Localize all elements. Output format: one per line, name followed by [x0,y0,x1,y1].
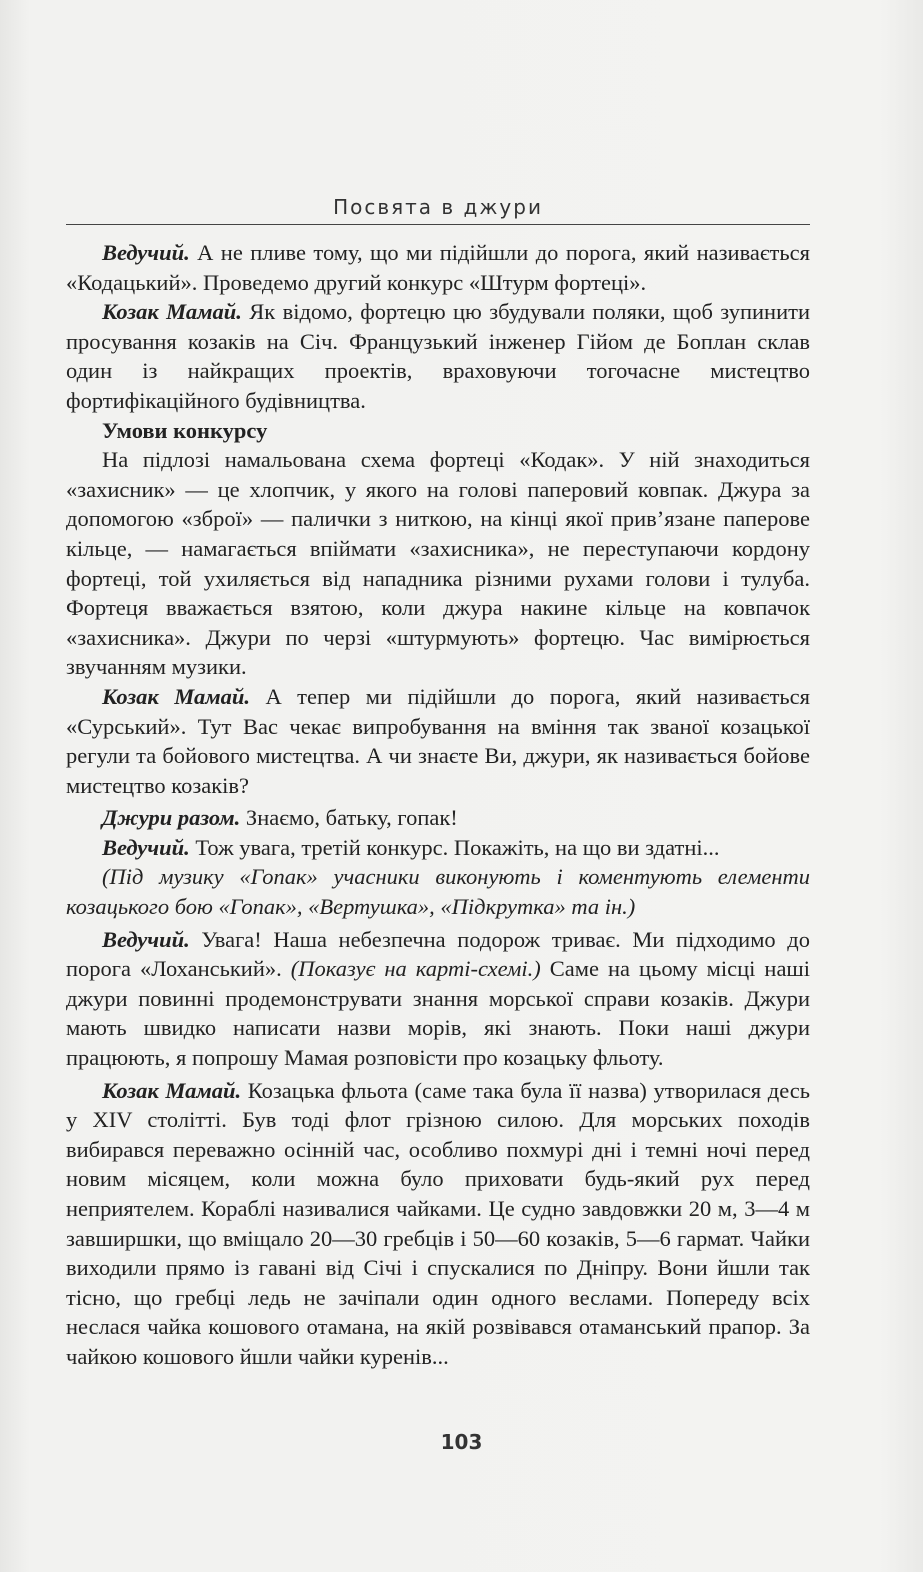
speaker-label: Козак Мамай. [102,1077,242,1103]
speaker-label: Ведучий. [102,240,190,265]
paragraph-text-continued: Саме на цьому місці наші джури повинні продемонструвати знання морської справи козаків. Джури мають швидко написати назви морів, які знають. Поки наші джури працюють, я попрошу Мамая розповісти про козацьку фльоту. [66,956,811,1071]
stage-direction [66,862,810,921]
speaker-label: Джури разом. [102,805,241,831]
paragraph [66,833,810,863]
paragraph [66,1076,810,1372]
paragraph-text: Як відомо, фортецю цю збудували поляки, щоб зупинити просування козаків на Січ. Французький інженер Гійом де Боплан склав один із найкращих проектів, враховуючи тогочасне мистецтво фортифікаційного будівництва. [66,299,811,413]
section-heading [66,416,810,446]
header-rule [66,224,810,225]
stage-direction-text: (Під музику «Гопак» учасники виконують і коментують елементи козацького бою «Гопак», «Вертушка», «Підкрутка» та ін.) [66,864,810,920]
paragraph [66,238,810,297]
paragraph-text: А тепер ми підійшли до порога, який називається «Сурський». Тут Вас чекає випробування на вміння так званої козацької регули та бойового мистецтва. А чи знаєте Ви, джури, як називається бойове мистецтво козаків? [66,683,810,798]
paragraph-text: На підлозі намальована схема фортеці «Кодак». У ній знаходиться «захисник» — це хлопчик, у якого на голові паперовий ковпак. Джура за допомогою «зброї» — палички з ниткою, на кінці якої прив’язане паперове кільце, — намагається впіймати «захисника», не переступаючи кордону фортеці, той ухиляється від нападника різними рухами голови і тулуба. Фортеця вважається взятою, коли джура накине кільце на ковпачок «захисника». Джури по черзі «штурмують» фортецю. Час вимірюється звучанням музики. [66,447,810,680]
paragraph-text: Тож увага, третій конкурс. Покажіть, на що ви здатні... [189,834,720,860]
running-head: Посвята в джури [333,195,543,219]
section-heading-text: Умови конкурсу [102,417,268,443]
paragraph [66,803,810,833]
paragraph-text: Увага! Наша небезпечна подорож триває. Ми підходимо до порога «Лоханський». [66,926,810,982]
paragraph [66,297,810,415]
speaker-label: Ведучий. [102,834,190,860]
paragraph [66,682,810,800]
speaker-label: Ведучий. [102,926,190,952]
speaker-label: Козак Мамай. [102,299,242,325]
paragraph [66,445,810,682]
body-text [66,238,810,1372]
paragraph [66,925,810,1073]
paragraph-text: Козацька фльота (саме така була її назва) утворилася десь у XIV столітті. Був тоді флот грізною силою. Для морських походів вибирався переважно осінній час, особливо похмурі дні і темні ночі перед новим місяцем, коли можна було приховати будь-який рух перед неприятелем. Кораблі називалися чайками. Це судно завдовжки 20 м, 3—4 м завширшки, що вміщало 20—30 гребців і 50—60 козаків, 5—6 гармат. Чайки виходили прямо із гавані від Січі і спускалися по Дніпру. Вони йшли так тісно, що гребці ледь не зачіпали один одного веслами. Попереду всіх неслася чайка кошового отамана, на якій розвівався отаманський прапор. За чайкою кошового йшли чайки куренів... [66,1077,810,1369]
speaker-label: Козак Мамай. [102,683,250,709]
page-number: 103 [440,1430,483,1454]
paragraph-text: Знаємо, батьку, гопак! [240,805,458,831]
paragraph-text: А не пливе тому, що ми підійшли до порога, який називається «Кодацький». Проведемо другий конкурс «Штурм фортеці». [66,240,810,295]
inline-stage-direction: (Показує на карті-схемі.) [290,956,541,982]
